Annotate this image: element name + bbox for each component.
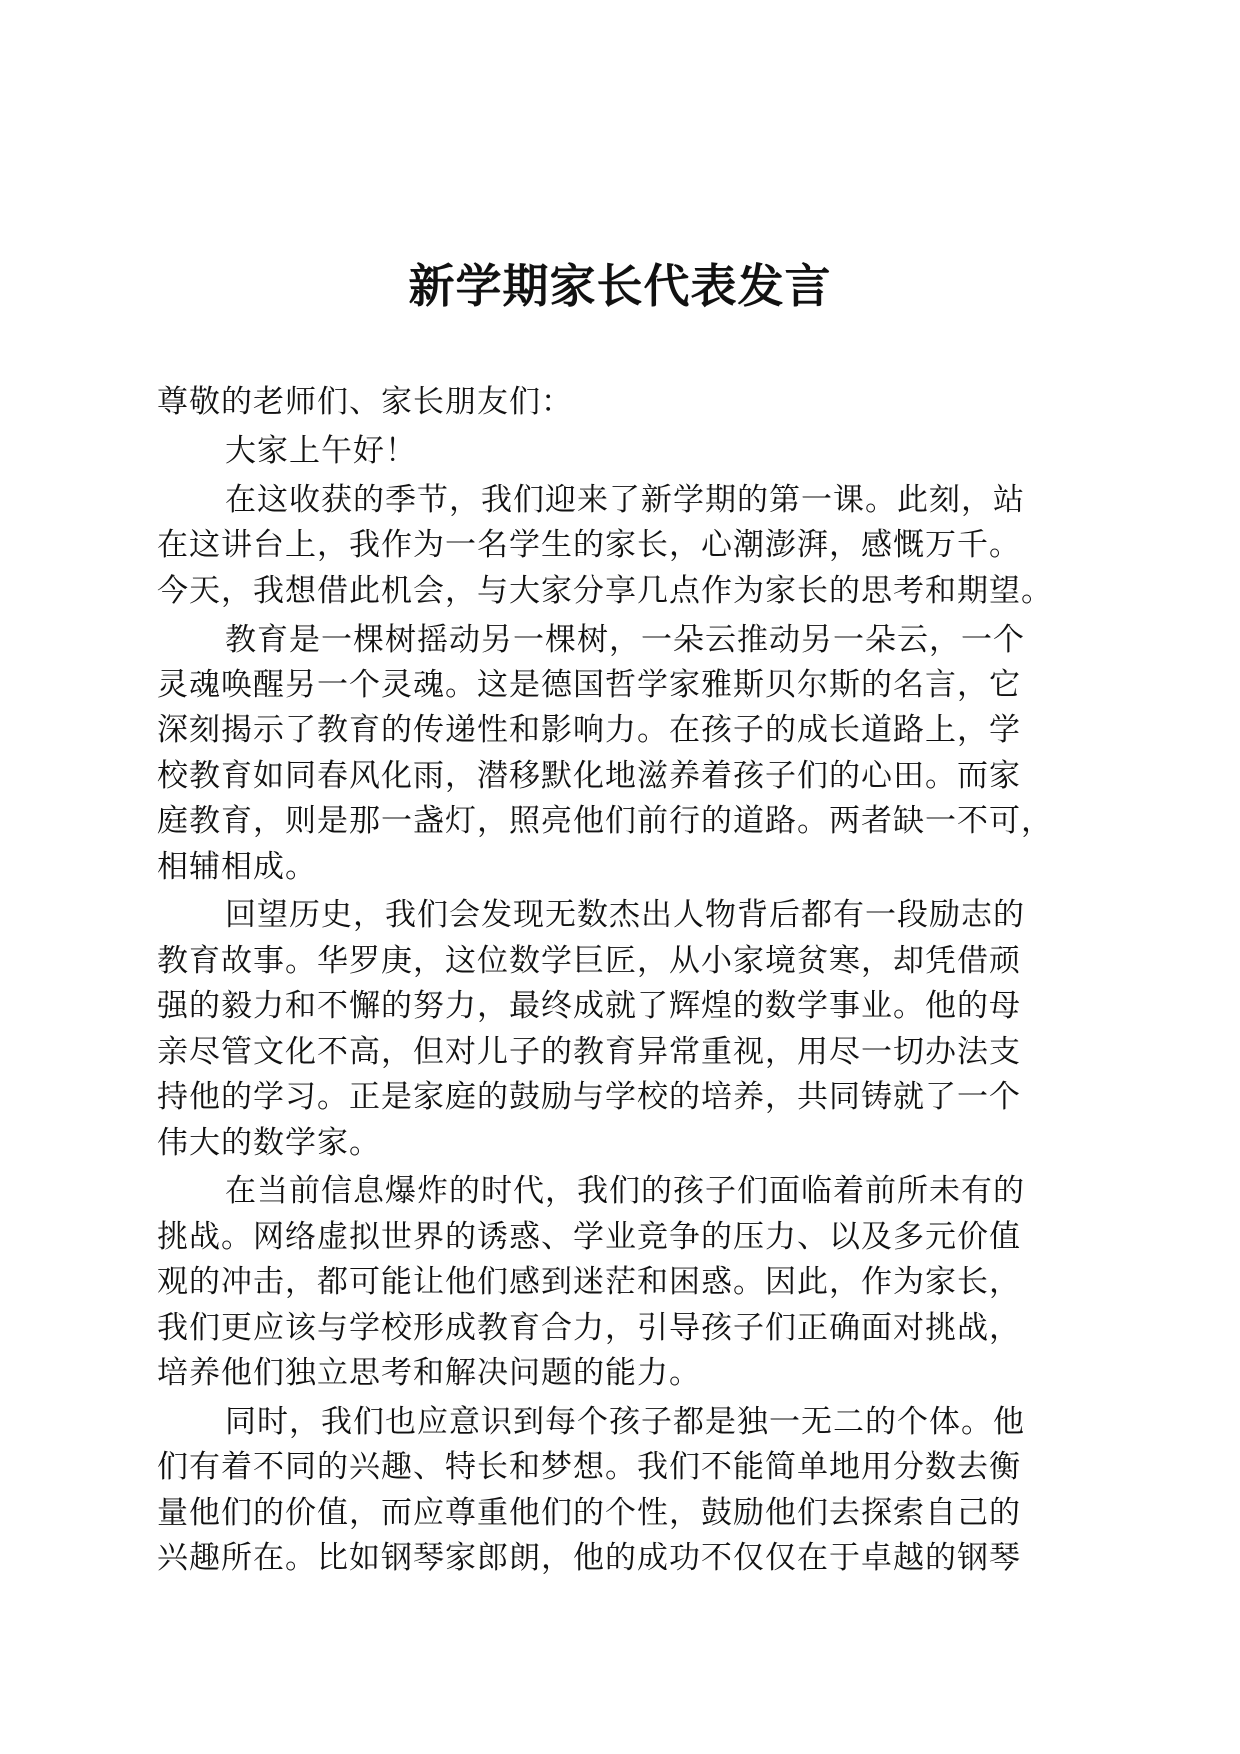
- text-line: 大家上午好！: [225, 432, 417, 469]
- text-line: 伟大的数学家。: [157, 1124, 381, 1161]
- text-line: 我们更应该与学校形成教育合力，引导孩子们正确面对挑战，: [157, 1309, 1021, 1346]
- text-line: 同时，我们也应意识到每个孩子都是独一无二的个体。他: [225, 1403, 1025, 1440]
- document-body: [157, 380, 1101, 1582]
- text-line: 在这收获的季节，我们迎来了新学期的第一课。此刻，站: [225, 481, 1025, 518]
- document-title: 新学期家长代表发言: [408, 259, 832, 313]
- text-line: 们有着不同的兴趣、特长和梦想。我们不能简单地用分数去衡: [157, 1449, 1021, 1486]
- text-line: 在当前信息爆炸的时代，我们的孩子们面临着前所未有的: [225, 1173, 1025, 1210]
- text-line: 培养他们独立思考和解决问题的能力。: [157, 1355, 701, 1392]
- text-line: 量他们的价值，而应尊重他们的个性，鼓励他们去探索自己的: [157, 1494, 1021, 1531]
- paragraph-greeting: [157, 429, 1101, 474]
- text-line: 持他的学习。正是家庭的鼓励与学校的培养，共同铸就了一个: [157, 1079, 1021, 1116]
- paragraph-history: [157, 893, 1101, 1165]
- text-line: 深刻揭示了教育的传递性和影响力。在孩子的成长道路上，学: [157, 712, 1021, 749]
- text-line: 亲尽管文化不高，但对儿子的教育异常重视，用尽一切办法支: [157, 1033, 1021, 1070]
- text-line: 观的冲击，都可能让他们感到迷茫和困惑。因此，作为家长，: [157, 1264, 1021, 1301]
- paragraph-challenges: [157, 1169, 1101, 1396]
- text-line: 在这讲台上，我作为一名学生的家长，心潮澎湃，感慨万千。: [157, 527, 1021, 564]
- text-line: 灵魂唤醒另一个灵魂。这是德国哲学家雅斯贝尔斯的名言，它: [157, 666, 1021, 703]
- text-line: 强的毅力和不懈的努力，最终成就了辉煌的数学事业。他的母: [157, 988, 1021, 1025]
- text-line: 挑战。网络虚拟世界的诱惑、学业竞争的压力、以及多元价值: [157, 1218, 1021, 1255]
- text-line: 回望历史，我们会发现无数杰出人物背后都有一段励志的: [225, 897, 1025, 934]
- text-line: 教育故事。华罗庚，这位数学巨匠，从小家境贫寒，却凭借顽: [157, 942, 1021, 979]
- text-line: 相辅相成。: [157, 848, 317, 885]
- paragraph-individuality: [157, 1400, 1101, 1582]
- paragraph-opening: [157, 478, 1101, 614]
- text-line: 庭教育，则是那一盏灯，照亮他们前行的道路。两者缺一不可，: [157, 803, 1053, 840]
- text-line: 今天，我想借此机会，与大家分享几点作为家长的思考和期望。: [157, 572, 1053, 609]
- salutation: [157, 380, 1101, 425]
- text-line: 尊敬的老师们、家长朋友们：: [157, 384, 573, 420]
- text-line: 校教育如同春风化雨，潜移默化地滋养着孩子们的心田。而家: [157, 757, 1021, 794]
- text-line: 兴趣所在。比如钢琴家郎朗，他的成功不仅仅在于卓越的钢琴: [157, 1540, 1021, 1577]
- paragraph-education-quote: [157, 618, 1101, 890]
- text-line: 教育是一棵树摇动另一棵树，一朵云推动另一朵云，一个: [225, 621, 1025, 658]
